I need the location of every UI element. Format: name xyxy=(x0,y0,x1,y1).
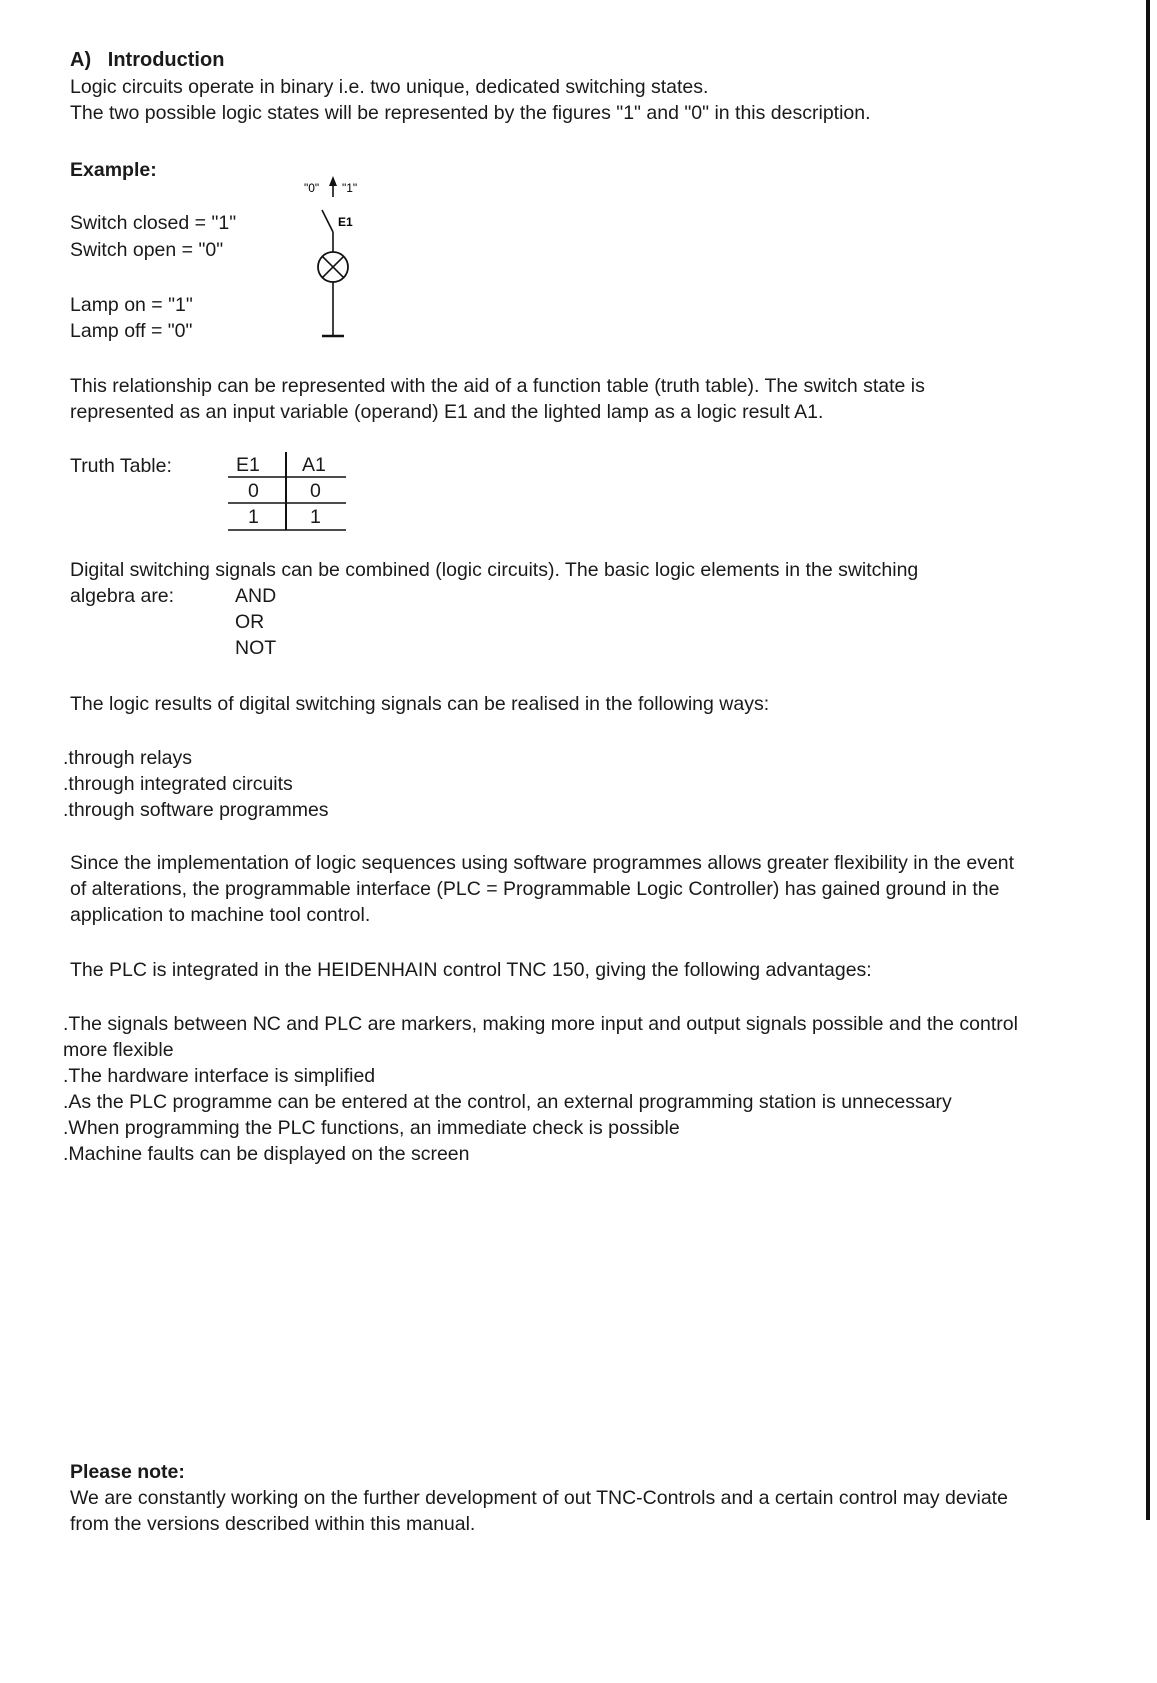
list-item: .through software programmes xyxy=(63,799,329,821)
section-heading xyxy=(70,47,224,73)
note-label: Please note: xyxy=(70,1461,185,1483)
since-line: Since the implementation of logic sequences using software programmes allows greater flexibility in the event xyxy=(70,852,1015,874)
logic-operators-list xyxy=(235,583,276,661)
digital-line: Digital switching signals can be combined (logic circuits). The basic logic elements in the switching xyxy=(70,559,919,581)
switch-blade-icon xyxy=(322,210,333,232)
lamp-off-text: Lamp off = "0" xyxy=(70,320,193,342)
note-line: from the versions described within this manual. xyxy=(70,1513,476,1535)
since-line: of alterations, the programmable interface (PLC = Programmable Logic Controller) has gained ground in the xyxy=(70,878,1000,900)
list-item: .As the PLC programme can be entered at the control, an external programming station is unnecessary xyxy=(63,1091,952,1113)
switch-open-text: Switch open = "0" xyxy=(70,239,224,261)
heading-title: Introduction xyxy=(107,49,225,71)
since-line: application to machine tool control. xyxy=(70,904,371,926)
page-edge-rule xyxy=(1146,0,1150,1520)
list-item: .The hardware interface is simplified xyxy=(63,1065,376,1087)
truth-table-label: Truth Table: xyxy=(70,455,172,477)
note-line: We are constantly working on the further development of out TNC-Controls and a certain control may deviate xyxy=(70,1487,1008,1509)
integrated-text: The PLC is integrated in the HEIDENHAIN control TNC 150, giving the following advantages: xyxy=(70,959,872,981)
since-paragraph xyxy=(70,850,1014,928)
operator-item: AND xyxy=(235,585,277,607)
truth-table-cell: 1 xyxy=(310,506,321,528)
relationship-line: represented as an input variable (operand) E1 and the lighted lamp as a logic result A1. xyxy=(70,401,824,423)
list-item: .through integrated circuits xyxy=(63,773,293,795)
truth-table-cell: 0 xyxy=(248,480,259,502)
ways-list xyxy=(63,745,329,823)
realised-text: The logic results of digital switching signals can be realised in the following ways: xyxy=(70,693,770,715)
truth-table-cell: 0 xyxy=(310,480,321,502)
truth-table-cell: 1 xyxy=(248,506,259,528)
diagram-label-one: "1" xyxy=(342,181,358,195)
advantages-list xyxy=(63,1011,1018,1167)
list-item: .The signals between NC and PLC are markers, making more input and output signals possible and the control xyxy=(63,1013,1018,1035)
list-item: .Machine faults can be displayed on the screen xyxy=(63,1143,470,1165)
relationship-line: This relationship can be represented with the aid of a function table (truth table). The switch state is xyxy=(70,375,925,397)
list-item: .When programming the PLC functions, an immediate check is possible xyxy=(63,1117,680,1139)
diagram-label-zero: "0" xyxy=(304,181,320,195)
truth-table xyxy=(228,450,346,532)
switch-label: E1 xyxy=(338,215,353,229)
operator-item: NOT xyxy=(235,637,277,659)
heading-prefix: A) xyxy=(70,49,92,71)
example-label: Example: xyxy=(70,159,157,181)
switch-closed-text: Switch closed = "1" xyxy=(70,212,237,234)
truth-table-header: E1 xyxy=(236,454,260,476)
intro-paragraph xyxy=(70,74,871,126)
operator-item: OR xyxy=(235,611,265,633)
digital-paragraph xyxy=(70,557,918,609)
note-paragraph xyxy=(70,1485,1008,1537)
intro-line: Logic circuits operate in binary i.e. two unique, dedicated switching states. xyxy=(70,76,709,98)
digital-line: algebra are: xyxy=(70,585,175,607)
relationship-paragraph xyxy=(70,373,925,425)
truth-table-header: A1 xyxy=(302,454,326,476)
list-item: .through relays xyxy=(63,747,192,769)
lamp-on-text: Lamp on = "1" xyxy=(70,294,193,316)
intro-line: The two possible logic states will be represented by the figures "1" and "0" in this description. xyxy=(70,102,871,124)
list-item: more flexible xyxy=(63,1039,174,1061)
switch-lamp-diagram xyxy=(300,172,380,354)
circuit-svg xyxy=(300,172,380,347)
